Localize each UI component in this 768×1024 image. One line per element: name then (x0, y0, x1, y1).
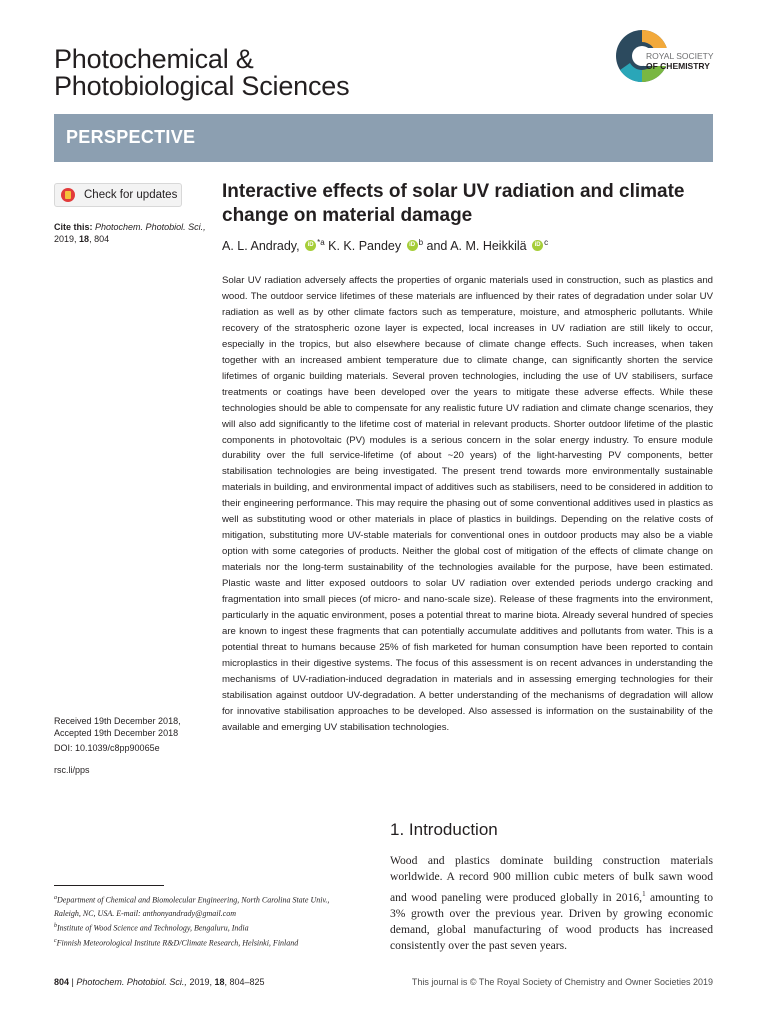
article-type-banner (54, 114, 713, 162)
check-updates-icon (61, 188, 75, 202)
affiliation-a (54, 892, 374, 907)
journal-title-line1: Photochemical & (54, 44, 254, 74)
affiliation-a-text2: Raleigh, NC, USA. E-mail: anthonyandrady@gmail.com (54, 908, 237, 918)
article-type-label: PERSPECTIVE (66, 127, 196, 147)
cite-journal: Photochem. Photobiol. Sci., (95, 222, 206, 232)
check-for-updates-button[interactable] (54, 183, 182, 207)
affiliation-c-text: Finnish Meteorological Institute R&D/Climate Research, Helsinki, Finland (56, 938, 299, 948)
article-title: Interactive effects of solar UV radiation and climate change on material damage (222, 181, 685, 226)
logo-line2: OF CHEMISTRY (646, 60, 710, 71)
page-footer-left (54, 977, 265, 987)
orcid-icon[interactable]: iD (407, 240, 418, 251)
footer-separator: | (69, 977, 77, 987)
orcid-icon[interactable]: iD (305, 240, 316, 251)
rsc-logo-text (646, 52, 714, 71)
affiliation-b-mark: b (54, 923, 57, 930)
reference-1[interactable]: 1 (642, 889, 646, 898)
doi-link[interactable]: DOI: 10.1039/c8pp90065e (54, 743, 160, 753)
footnote-divider (54, 885, 164, 886)
footer-year: 2019, (186, 977, 215, 987)
citation (54, 221, 214, 245)
author-list (222, 238, 548, 253)
author-2-mark: b (418, 238, 424, 247)
affiliation-c (54, 935, 374, 950)
cite-page: , 804 (89, 234, 110, 244)
footer-pages: , 804–825 (224, 977, 265, 987)
cite-volume: 18 (79, 234, 90, 244)
author-1: A. L. Andrady, (222, 239, 300, 254)
abstract: Solar UV radiation adversely affects the properties of organic materials used in construction, such as plastics and wood. The outdoor service lifetimes of these materials are influenced by their rates of degradation under solar UV radiation as well as by other climate factors such as temperature, moisture, and atmospheric pollutants. While recovery of the stratospheric ozone layer is expected, local increases in UV radiation are still likely to occur, especially in the tropics, but also elsewhere because of climate change effects. Such increases, when taken together with an increased ambient temperature due to climate change, can significantly shorten the service lifetimes of organic building materials. Several proven technologies, including the use of UV stabilisers, surface treatments or coatings have been developed over the years to mitigate these adverse effects. While these technologies should be able to compensate for any realistic future UV radiation and climate change scenarios, they will also add significantly to the lifetime cost of material in relevant products. Shorter outdoor lifetime of the plastic components in photovoltaic (PV) modules is a serious concern in the solar energy industry. To ensure module durability over the full service-lifetime (of about ~20 years) of the light-harvesting PV components, better stabilisation technologies are being investigated. The present trend towards more environmentally sustainable materials in building, and environmental impact of additives such as stabilisers, need to be considered in addition to their engineering performance. This may require the phasing out of some conventional additives used in plastics as well as substituting wood or other materials in place of plastics in buildings. Depending on the relative costs of mitigation, substituting more UV-stable materials for conventional ones in outdoor products may also be a viable option with some categories of products. Neither the global cost of mitigation of the effects of climate change on materials nor the long-term sustainability of the technologies available for the purpose, have been estimated. Plastic waste and litter exposed outdoors to solar UV radiation over extended periods undergo cracking and fragmentation into small pieces (of micro- and nano-scale size). Release of these fragments into the environment, particularly in the aquatic environment, poses a potential threat to marine biota. Already several hundred of species are known to ingest these fragments that can potentially accumulate additives and pollutants from water. This is a potential threat to humans because 25% of fish marketed for human consumption have been reported to contain microplastics in their digestive systems. The focus of this assessment is on recent advances in understanding the mechanisms of UV-radiation-induced degradation in materials and in assessing emerging technologies for their stabilisation against outdoor UV-degradation. A better understanding of the mechanisms of degradation will allow for innovative stabilisation approaches to be developed. Also assessed is information on the sustainability of the available and emerging UV stabilisation technologies. (222, 275, 713, 733)
footer-volume: 18 (214, 977, 225, 987)
affiliation-a-text: Department of Chemical and Biomolecular Engineering, North Carolina State Univ., (57, 895, 330, 905)
page-number: 804 (54, 977, 70, 987)
affiliation-c-mark: c (54, 937, 57, 944)
affiliation-b (54, 920, 374, 935)
affiliation-a-mark: a (54, 895, 57, 901)
introduction-paragraph (390, 853, 713, 955)
author-2: K. K. Pandey (328, 239, 402, 254)
affiliation-b-text: Institute of Wood Science and Technology, Bengaluru, India (57, 923, 249, 933)
author-1-mark: *a (317, 238, 325, 247)
footer-journal: Photochem. Photobiol. Sci., (76, 977, 187, 987)
journal-url-link[interactable]: rsc.li/pps (54, 765, 90, 775)
cite-prefix: Cite this: (54, 222, 93, 232)
check-for-updates-label: Check for updates (84, 189, 178, 201)
received-date: Received 19th December 2018, (54, 716, 181, 726)
author-3-mark: c (544, 238, 549, 247)
page-footer-right: This journal is © The Royal Society of Chemistry and Owner Societies 2019 (411, 977, 713, 987)
section-heading-introduction: 1. Introduction (390, 820, 498, 839)
accepted-date: Accepted 19th December 2018 (54, 728, 179, 738)
affiliations (54, 892, 374, 950)
journal-title (54, 46, 349, 100)
author-and: and (426, 239, 448, 254)
intro-text-2: amounting to 3% growth over the previous year. Driven by growing economic demand, global manufacturing of wood products has increased consistently over the past seven years. (390, 890, 713, 953)
affiliation-a-line2 (54, 907, 374, 920)
author-3: A. M. Heikkilä (450, 239, 527, 254)
logo-line1: ROYAL SOCIETY (646, 51, 714, 61)
journal-title-line2: Photobiological Sciences (54, 71, 350, 101)
intro-text-1: Wood and plastics dominate building construction materials worldwide. A record 900 million cubic meters of bulk sawn wood and wood paneling were produced globally in 2016, (390, 854, 713, 904)
cite-year: 2019, (54, 234, 77, 244)
orcid-icon[interactable]: iD (532, 240, 543, 251)
article-dates (54, 715, 224, 739)
